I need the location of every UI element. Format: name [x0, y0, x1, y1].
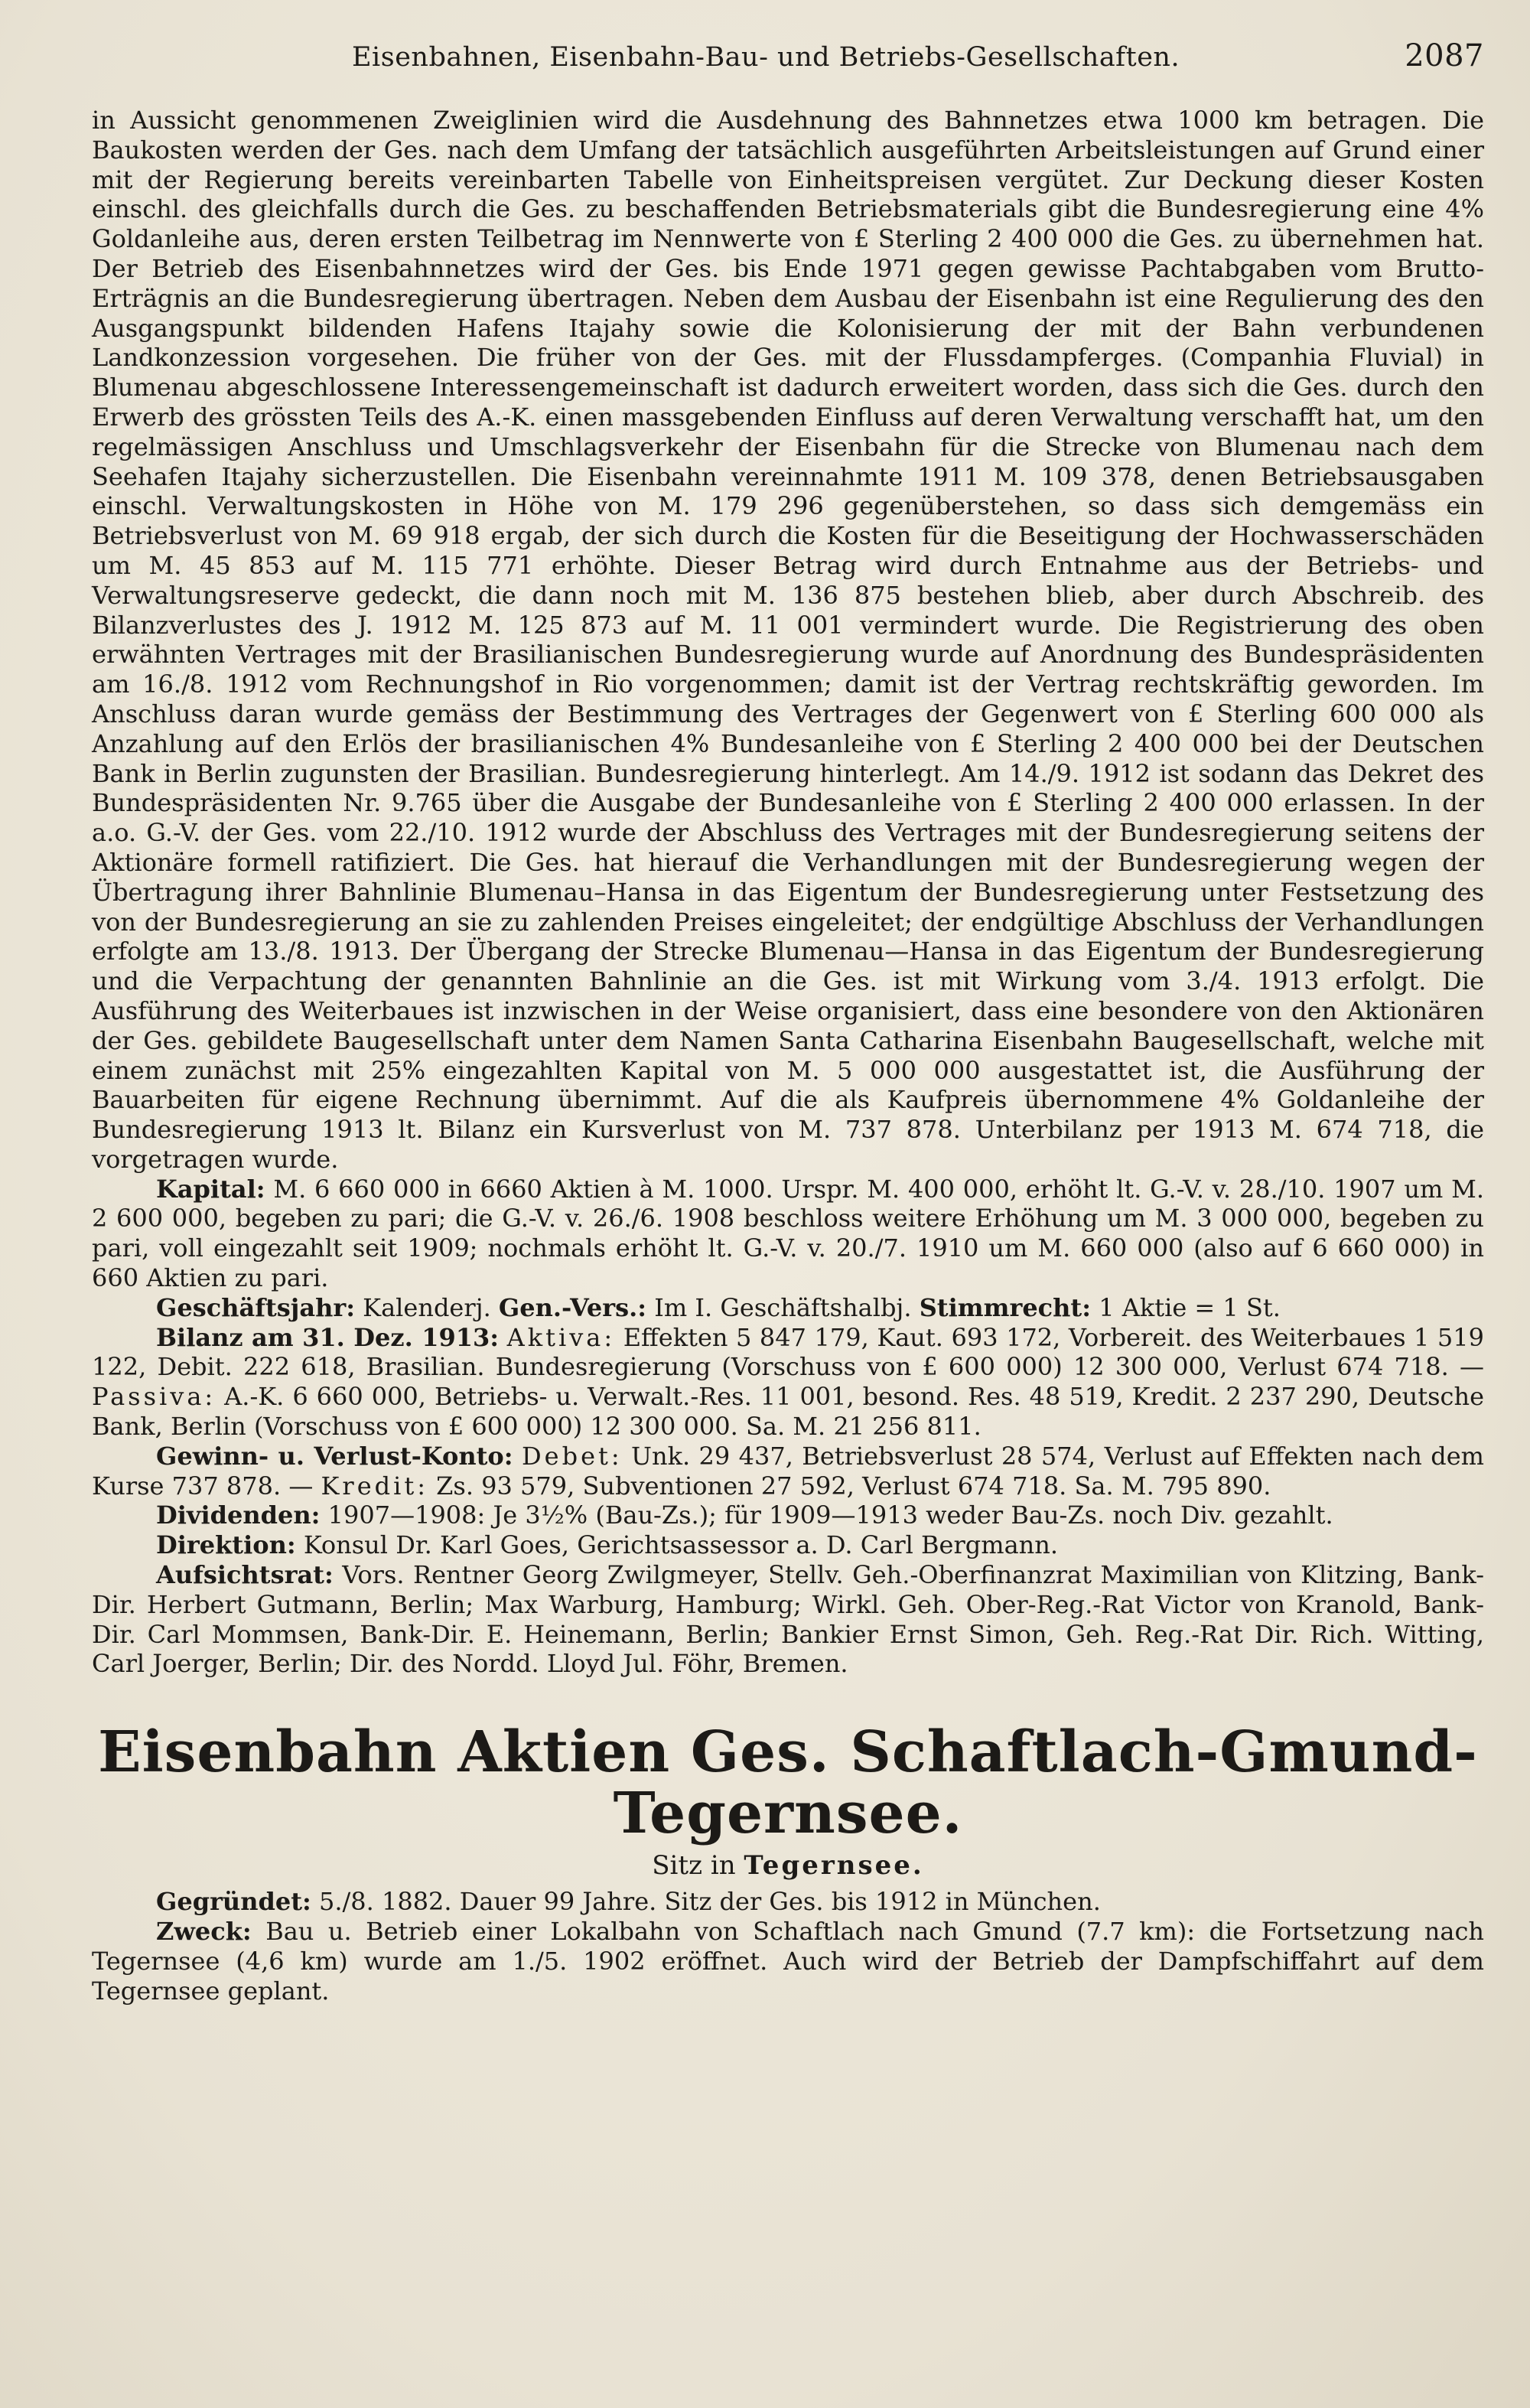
genvers-text: Im I. Geschäftshalbj. [654, 1292, 912, 1322]
seat-prefix: Sitz in [652, 1850, 736, 1882]
dividenden-entry [92, 1501, 1484, 1530]
stimmrecht-text: 1 Aktie = 1 St. [1099, 1292, 1281, 1322]
bilanz-label: Bilanz am 31. Dez. 1913: [156, 1322, 500, 1352]
dividenden-label: Dividenden: [156, 1501, 321, 1530]
running-title: Eisenbahnen, Eisenbahn-Bau- und Betriebs-Gesellschaften. [352, 42, 1180, 73]
kapital-label: Kapital: [156, 1174, 265, 1204]
passiva-text: A.-K. 6 660 000, Betriebs- u. Verwalt.-Res. 11 001, besond. Res. 48 519, Kredit. 2 237 290, Deutsche Bank, Berlin (Vorschuss von £ 600 000) 12 300 000. Sa. M. 21 256 811. [92, 1382, 1485, 1442]
seat-city: Tegernsee. [744, 1850, 924, 1882]
aufsichtsrat-text: Vors. Rentner Georg Zwilgmeyer, Stellv. Geh.-Oberfinanzrat Maximilian von Klitzing, Bank-Dir. Herbert Gutmann, Berlin; Max Warburg, Hamburg; Wirkl. Geh. Ober-Reg.-Rat Victor von Kranold, Bank-Dir. Carl Mommsen, Bank-Dir. E. Heinemann, Berlin; Bankier Ernst Simon, Geh. Reg.-Rat Dir. Rich. Witting, Carl Joerger, Berlin; Dir. des Nordd. Lloyd Jul. Föhr, Bremen. [92, 1560, 1485, 1679]
direktion-text: Konsul Dr. Karl Goes, Gerichtsassessor a. D. Carl Bergmann. [303, 1530, 1059, 1560]
entry-santa-catharina-continued [92, 106, 1484, 1679]
aktiva-word: Aktiva: [506, 1322, 616, 1352]
aufsichtsrat-label: Aufsichtsrat: [156, 1560, 334, 1590]
guv-entry [92, 1442, 1484, 1501]
genvers-label: Gen.-Vers.: [498, 1292, 647, 1322]
geschaeftsjahr-text: Kalenderj. [363, 1292, 491, 1322]
bilanz-entry [92, 1323, 1484, 1442]
debet-word: Debet: [521, 1441, 623, 1471]
direktion-label: Direktion: [156, 1530, 296, 1560]
passiva-word: Passiva: [92, 1382, 216, 1412]
gegruendet-label: Gegründet: [156, 1887, 311, 1917]
entry-schaftlach-gmund-tegernsee [92, 1887, 1484, 2006]
kredit-word: Kredit: [321, 1471, 428, 1501]
direktion-entry [92, 1530, 1484, 1560]
page-number: 2087 [1405, 38, 1484, 73]
dividenden-text: 1907—1908: Je 3½% (Bau-Zs.); für 1909—1913 weder Bau-Zs. noch Div. gezahlt. [327, 1501, 1333, 1530]
kapital-entry [92, 1175, 1484, 1293]
zweck-entry [92, 1917, 1484, 2006]
geschaeftsjahr-entry [92, 1293, 1484, 1323]
kredit-text: Zs. 93 579, Subventionen 27 592, Verlust 674 718. Sa. M. 795 890. [436, 1471, 1271, 1501]
company-heading: Eisenbahn Aktien Ges. Schaftlach-Gmund-Tegernsee. [98, 1719, 1478, 1847]
aufsichtsrat-entry [92, 1560, 1484, 1679]
entry-description-paragraph: in Aussicht genommenen Zweiglinien wird die Ausdehnung des Bahnnetzes etwa 1000 km betragen. Die Baukosten werden der Ges. nach dem Umfang der tatsächlich ausgeführten Arbeitsleistungen auf Grund einer mit der Regierung bereits vereinbarten Tabelle von Einheitspreisen vergütet. Zur Deckung dieser Kosten einschl. des gleichfalls durch die Ges. zu beschaffenden Betriebsmaterials gibt die Bundesregierung eine 4% Goldanleihe aus, deren ersten Teilbetrag im Nennwerte von £ Sterling 2 400 000 die Ges. zu übernehmen hat. Der Betrieb des Eisenbahnnetzes wird der Ges. bis Ende 1971 gegen gewisse Pachtabgaben vom Brutto-Erträgnis an die Bundesregierung übertragen. Neben dem Ausbau der Eisenbahn ist eine Regulierung des den Ausgangspunkt bildenden Hafens Itajahy sowie die Kolonisierung der mit der Bahn verbundenen Landkonzession vorgesehen. Die früher von der Ges. mit der Flussdampferges. (Companhia Fluvial) in Blumenau abgeschlossene Interessengemeinschaft ist dadurch erweitert worden, dass sich die Ges. durch den Erwerb des grössten Teils des A.-K. einen massgebenden Einfluss auf deren Verwaltung verschafft hat, um den regelmässigen Anschluss und Umschlagsverkehr der Eisenbahn für die Strecke von Blumenau nach dem Seehafen Itajahy sicherzustellen. Die Eisenbahn vereinnahmte 1911 M. 109 378, denen Betriebsausgaben einschl. Verwaltungskosten in Höhe von M. 179 296 gegenüberstehen, so dass sich demgemäss ein Betriebsverlust von M. 69 918 ergab, der sich durch die Kosten für die Beseitigung der Hochwasserschäden um M. 45 853 auf M. 115 771 erhöhte. Dieser Betrag wird durch Entnahme aus der Betriebs- und Verwaltungsreserve gedeckt, die dann noch mit M. 136 875 bestehen blieb, aber durch Abschreib. des Bilanzverlustes des J. 1912 M. 125 873 auf M. 11 001 vermindert wurde. Die Registrierung des oben erwähnten Vertrages mit der Brasilianischen Bundesregierung wurde auf Anordnung des Bundespräsidenten am 16./8. 1912 vom Rechnungshof in Rio vorgenommen; damit ist der Vertrag rechtskräftig geworden. Im Anschluss daran wurde gemäss der Bestimmung des Vertrages der Gegenwert von £ Sterling 600 000 als Anzahlung auf den Erlös der brasilianischen 4% Bundesanleihe von £ Sterling 2 400 000 bei der Deutschen Bank in Berlin zugunsten der Brasilian. Bundesregierung hinterlegt. Am 14./9. 1912 ist sodann das Dekret des Bundespräsidenten Nr. 9.765 über die Ausgabe der Bundesanleihe von £ Sterling 2 400 000 erlassen. In der a.o. G.-V. der Ges. vom 22./10. 1912 wurde der Abschluss des Vertrages mit der Bundesregierung seitens der Aktionäre formell ratifiziert. Die Ges. hat hierauf die Verhandlungen mit der Bundesregierung wegen der Übertragung ihrer Bahnlinie Blumenau–Hansa in das Eigentum der Bundesregierung unter Festsetzung des von der Bundesregierung an sie zu zahlenden Preises eingeleitet; der endgültige Abschluss der Verhandlungen erfolgte am 13./8. 1913. Der Übergang der Strecke Blumenau—Hansa in das Eigentum der Bundesregierung und die Verpachtung der genannten Bahnlinie an die Ges. ist mit Wirkung vom 3./4. 1913 erfolgt. Die Ausführung des Weiterbaues ist inzwischen in der Weise organisiert, dass eine besondere von den Aktionären der Ges. gebildete Baugesellschaft unter dem Namen Santa Catharina Eisenbahn Baugesellschaft, welche mit einem zunächst mit 25% eingezahlten Kapital von M. 5 000 000 ausgestattet ist, die Ausführung der Bauarbeiten für eigene Rechnung übernimmt. Auf die als Kaufpreis übernommene 4% Goldanleihe der Bundesregierung 1913 lt. Bilanz ein Kursverlust von M. 737 878. Unterbilanz per 1913 M. 674 718, die vorgetragen wurde. [92, 106, 1484, 1174]
stimmrecht-label: Stimmrecht: [919, 1292, 1092, 1322]
zweck-text: Bau u. Betrieb einer Lokalbahn von Schaftlach nach Gmund (7.7 km): die Fortsetzung nach Tegernsee (4,6 km) wurde am 1./5. 1902 eröffnet. Auch wird der Betrieb der Dampfschiffahrt auf dem Tegernsee geplant. [92, 1917, 1485, 2006]
seat-line [92, 1850, 1484, 1881]
guv-label: Gewinn- u. Verlust-Konto: [156, 1441, 513, 1471]
zweck-label: Zweck: [156, 1917, 252, 1947]
debet-text: Unk. 29 437, Betriebsverlust 28 574, Verlust auf Effekten nach dem Kurse 737 878. — [92, 1441, 1485, 1501]
geschaeftsjahr-label: Geschäftsjahr: [156, 1292, 355, 1322]
kapital-text: M. 6 660 000 in 6660 Aktien à M. 1000. Urspr. M. 400 000, erhöht lt. G.-V. v. 28./10. 1907 um M. 2 600 000, begeben zu pari; die G.-V. v. 26./6. 1908 beschloss weitere Erhöhung um M. 3 000 000, begeben zu pari, voll eingezahlt seit 1909; nochmals erhöht lt. G.-V. v. 20./7. 1910 um M. 660 000 (also auf 6 660 000) in 660 Aktien zu pari. [92, 1174, 1485, 1293]
aktiva-text: Effekten 5 847 179, Kaut. 693 172, Vorbereit. des Weiterbaues 1 519 122, Debit. 222 618, Brasilian. Bundesregierung (Vorschuss von £ 600 000) 12 300 000, Verlust 674 718. — [92, 1322, 1485, 1382]
running-head [92, 38, 1484, 92]
gegruendet-text: 5./8. 1882. Dauer 99 Jahre. Sitz der Ges. bis 1912 in München. [318, 1887, 1101, 1917]
gegruendet-entry [92, 1887, 1484, 1917]
